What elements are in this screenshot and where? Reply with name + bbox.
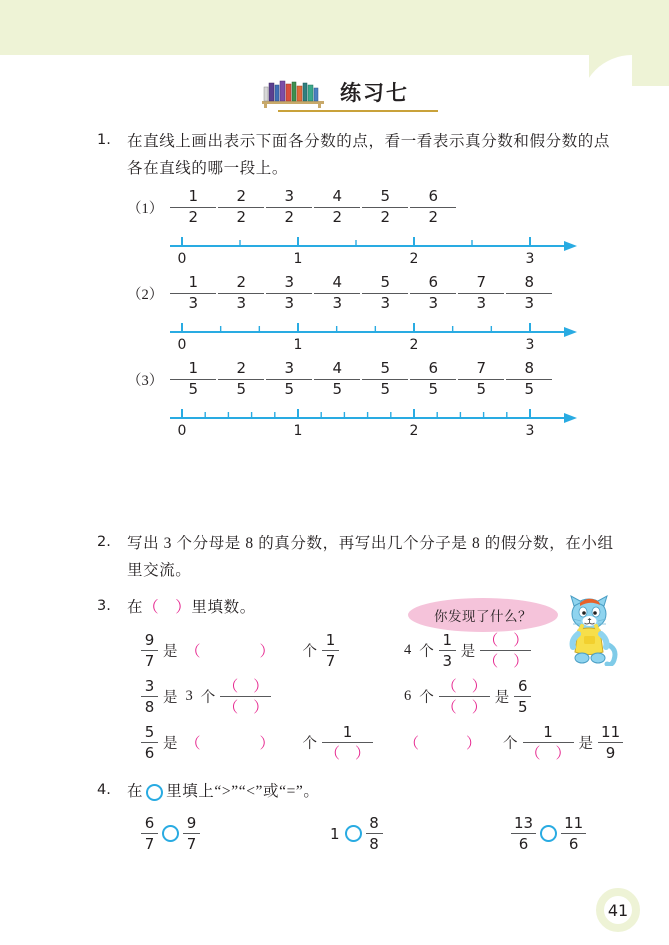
fraction-numerator: 3: [284, 359, 295, 378]
text-shi: 是: [578, 736, 594, 753]
fraction: [439, 632, 456, 670]
problem-3-heading: [0, 594, 669, 621]
problem-3-text: [127, 594, 625, 621]
fraction-denominator[interactable]: （ ）: [223, 697, 269, 716]
svg-text:0: 0: [177, 251, 187, 268]
fraction-denominator: 3: [380, 294, 391, 313]
fraction-list-3: [169, 360, 553, 398]
fraction: [523, 724, 574, 762]
number-line-1: [170, 232, 590, 270]
fraction: [506, 360, 552, 398]
fraction: [218, 360, 264, 398]
svg-text:0: 0: [177, 337, 187, 354]
fraction-denominator: 5: [517, 697, 528, 716]
text-shi: 是: [460, 644, 476, 661]
fraction-denominator: 2: [380, 208, 391, 227]
page-number-badge: [596, 888, 640, 932]
fraction-denominator: 3: [332, 294, 343, 313]
fraction: [410, 188, 456, 226]
fraction-numerator: 9: [186, 813, 197, 832]
fraction-numerator: 11: [601, 722, 621, 741]
circle-blank-icon[interactable]: [345, 825, 362, 842]
fraction-denominator: 2: [236, 208, 247, 227]
answer-fraction[interactable]: [439, 678, 490, 716]
problem-4: [0, 778, 669, 853]
text-ge: 个: [302, 644, 318, 661]
problem-4-number: 4.: [97, 781, 111, 798]
text-ge: 个: [200, 690, 216, 707]
problem-2-heading: [0, 530, 669, 584]
fraction-denominator: 5: [428, 380, 439, 399]
fraction-numerator: 6: [428, 273, 439, 292]
fraction-numerator: 4: [332, 359, 343, 378]
fraction-denominator: 8: [369, 834, 379, 853]
fraction-denominator: 5: [332, 380, 343, 399]
fraction-numerator: 1: [188, 187, 199, 206]
problem-1-text: 在直线上画出表示下面各分数的点，看一看表示真分数和假分数的点各在直线的哪一段上。: [127, 133, 611, 178]
answer-blank[interactable]: （ ）: [404, 734, 498, 753]
fraction: [410, 274, 456, 312]
books-icon: [260, 74, 326, 108]
text-shi: 是: [494, 690, 510, 707]
fraction-denominator: 3: [284, 294, 295, 313]
fraction-numerator[interactable]: （ ）: [483, 630, 529, 649]
svg-text:0: 0: [177, 423, 187, 440]
fraction-denominator: 6: [568, 834, 579, 853]
fraction: [218, 188, 264, 226]
problem-1: [0, 128, 669, 442]
fraction-list-2: [169, 274, 553, 312]
number-line-3: [170, 404, 590, 442]
fraction-denominator: 3: [524, 294, 535, 313]
fraction: [410, 360, 456, 398]
answer-fraction[interactable]: [480, 632, 531, 670]
fraction-denominator-blank[interactable]: （ ）: [525, 743, 571, 762]
page-content: [0, 128, 669, 853]
fraction: [458, 360, 504, 398]
problem-4-heading: [0, 778, 669, 805]
fill-in-grid: [140, 628, 630, 766]
fraction: [506, 274, 552, 312]
svg-text:3: 3: [525, 337, 535, 354]
fraction-denominator: 6: [144, 743, 155, 762]
fraction: [322, 724, 373, 762]
fraction-denominator[interactable]: （ ）: [441, 697, 487, 716]
fraction-numerator: 1: [188, 273, 199, 292]
compare-item: [330, 815, 510, 853]
fraction-numerator: 3: [284, 273, 295, 292]
fraction-row-1: [127, 188, 669, 226]
text-ge: 个: [419, 690, 434, 707]
text-ge: 个: [419, 644, 434, 661]
count: 4: [404, 642, 412, 659]
fraction-numerator: 5: [380, 273, 391, 292]
fill-in-row: [140, 720, 630, 766]
speech-bubble-text: 你发现了什么？: [434, 609, 532, 625]
fill-in-row: [140, 628, 630, 674]
fraction-denominator: 2: [188, 208, 199, 227]
fraction-row-2: [127, 274, 669, 312]
fraction-denominator: 7: [144, 834, 155, 853]
fraction-numerator[interactable]: （ ）: [223, 676, 269, 695]
problem-2: [0, 530, 669, 584]
fraction-denominator-blank[interactable]: （ ）: [325, 743, 371, 762]
problem-4-text-before: 在: [127, 782, 144, 800]
fraction-denominator: 5: [188, 380, 199, 399]
fraction-denominator: 6: [518, 834, 529, 853]
text-shi: 是: [163, 736, 178, 753]
fraction-numerator: 4: [332, 273, 343, 292]
number-line-2: [170, 318, 590, 356]
problem-3-text-before: 在: [127, 599, 144, 617]
fraction-numerator: 7: [476, 273, 487, 292]
problem-3-blank[interactable]: （ ）: [143, 599, 192, 617]
fill-in-cell: [140, 724, 400, 762]
fraction-numerator: 6: [428, 187, 439, 206]
fraction: [314, 274, 360, 312]
fraction-denominator: 5: [476, 380, 487, 399]
circle-blank-icon[interactable]: [162, 825, 179, 842]
fraction-numerator[interactable]: （ ）: [441, 676, 487, 695]
whole-number: 1: [330, 824, 340, 843]
svg-text:1: 1: [293, 423, 303, 440]
fraction: [314, 188, 360, 226]
fraction-numerator: 1: [325, 630, 336, 649]
fraction-list-1: [169, 188, 457, 226]
fraction-denominator: 3: [442, 651, 453, 670]
page-header: [0, 74, 669, 108]
fraction-numerator: 13: [514, 813, 534, 832]
fraction-numerator: 3: [284, 187, 295, 206]
problem-3-text-after: 里填数。: [191, 599, 256, 617]
header-underline: [278, 110, 438, 112]
problem-4-text-after: 里填上“>”“<”或“=”。: [166, 782, 320, 800]
fraction-denominator: 5: [236, 380, 247, 399]
fraction: [314, 360, 360, 398]
text-shi: 是: [163, 644, 178, 661]
svg-text:2: 2: [409, 251, 419, 268]
fraction: [183, 815, 200, 853]
compare-row: [140, 815, 640, 853]
fraction: [362, 274, 408, 312]
group-label-3: （3）: [127, 372, 164, 389]
fraction: [362, 360, 408, 398]
fraction-numerator: 7: [476, 359, 487, 378]
fraction-denominator[interactable]: （ ）: [483, 651, 529, 670]
fraction: [362, 188, 408, 226]
page-title: 练习七: [340, 81, 409, 105]
fraction-denominator: 3: [428, 294, 439, 313]
fraction: [170, 274, 216, 312]
fraction-numerator: 6: [428, 359, 439, 378]
fraction-denominator: 3: [188, 294, 199, 313]
fraction-numerator: 11: [564, 813, 584, 832]
problem-1-number: 1.: [97, 132, 111, 148]
fraction: [458, 274, 504, 312]
fraction-numerator: 2: [236, 273, 247, 292]
group-label-2: （2）: [127, 286, 164, 303]
problem-2-text: 写出 3 个分母是 8 的真分数，再写出几个分子是 8 的假分数，在小组里交流。: [127, 535, 614, 580]
fraction: [561, 815, 586, 853]
fraction-numerator: 2: [236, 359, 247, 378]
fraction-denominator: 3: [236, 294, 247, 313]
fraction-numerator: 1: [442, 630, 453, 649]
fraction-denominator: 3: [476, 294, 487, 313]
fill-in-cell: [400, 632, 630, 670]
problem-1-heading: [0, 128, 669, 182]
fraction-row-3: [127, 360, 669, 398]
fraction: [266, 274, 312, 312]
fraction: [511, 815, 536, 853]
fraction: [141, 678, 158, 716]
fraction-numerator: 9: [144, 630, 155, 649]
page-number-text: 41: [607, 900, 629, 920]
fraction-denominator: 5: [284, 380, 295, 399]
fraction-denominator: 8: [144, 697, 155, 716]
fraction-denominator: 5: [380, 380, 391, 399]
fraction-numerator: 6: [517, 676, 528, 695]
fraction: [141, 632, 158, 670]
fraction-numerator: 5: [144, 722, 155, 741]
fraction: [266, 360, 312, 398]
fraction-numerator: 1: [342, 722, 353, 741]
fraction-numerator: 8: [524, 273, 535, 292]
fraction-denominator: 2: [284, 208, 295, 227]
text-ge: 个: [503, 736, 518, 753]
fraction-numerator: 5: [380, 187, 391, 206]
fraction-numerator: 6: [144, 813, 155, 832]
fraction: [266, 188, 312, 226]
fraction: [141, 815, 158, 853]
fraction-numerator: 2: [236, 187, 247, 206]
answer-fraction[interactable]: [220, 678, 271, 716]
svg-text:2: 2: [409, 337, 419, 354]
fraction-numerator: 1: [543, 722, 553, 741]
fill-in-cell: [140, 678, 400, 716]
fraction-denominator: 9: [605, 743, 616, 762]
text-ge: 个: [302, 736, 318, 753]
fill-in-row: [140, 674, 630, 720]
fill-in-cell: [400, 678, 630, 716]
svg-text:1: 1: [293, 251, 303, 268]
group-label-1: （1）: [127, 200, 164, 217]
fraction: [141, 724, 158, 762]
fraction: [218, 274, 264, 312]
problem-3-number: 3.: [97, 598, 111, 615]
text-shi: 是: [163, 690, 178, 707]
fraction: [170, 188, 216, 226]
svg-text:1: 1: [293, 337, 303, 354]
fill-in-cell: [400, 724, 630, 762]
count: 3: [185, 688, 193, 705]
svg-text:3: 3: [525, 251, 535, 268]
fraction-denominator: 7: [144, 651, 155, 670]
circle-blank-icon[interactable]: [540, 825, 557, 842]
answer-blank[interactable]: （ ）: [185, 642, 297, 661]
page-top-band: [0, 0, 669, 55]
compare-item: [510, 815, 640, 853]
count: 6: [404, 688, 412, 705]
problem-2-number: 2.: [97, 534, 111, 551]
svg-text:3: 3: [525, 423, 535, 440]
fraction: [170, 360, 216, 398]
problem-4-text: [127, 778, 625, 805]
fraction-numerator: 5: [380, 359, 391, 378]
fraction-numerator: 4: [332, 187, 343, 206]
fraction-denominator: 2: [428, 208, 439, 227]
fraction: [514, 678, 531, 716]
circle-blank-icon[interactable]: [146, 784, 163, 801]
fraction: [322, 632, 339, 670]
fraction-numerator: 8: [524, 359, 535, 378]
fraction-numerator: 1: [188, 359, 199, 378]
fraction: [598, 724, 623, 762]
fraction-denominator: 2: [332, 208, 343, 227]
compare-item: [140, 815, 330, 853]
fraction-denominator: 5: [524, 380, 535, 399]
fill-in-cell: [140, 632, 400, 670]
fraction-denominator: 7: [325, 651, 336, 670]
fraction: [366, 815, 383, 853]
fraction-denominator: 7: [186, 834, 197, 853]
svg-text:2: 2: [409, 423, 419, 440]
answer-blank[interactable]: （ ）: [185, 734, 297, 753]
fraction-numerator: 8: [369, 813, 379, 832]
problem-3: [0, 594, 669, 765]
fraction-numerator: 3: [144, 676, 155, 695]
